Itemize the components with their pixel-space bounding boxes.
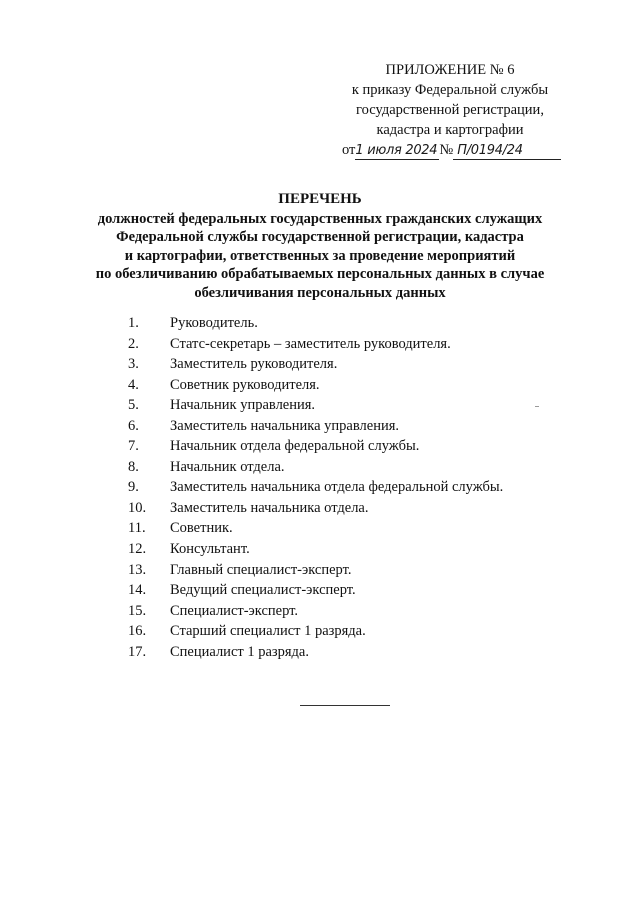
list-item-number: 17.: [128, 643, 147, 660]
appendix-line-2: государственной регистрации,: [356, 102, 544, 118]
list-item-number: 13.: [128, 561, 147, 578]
list-item: [128, 375, 568, 396]
list-item-text: Руководитель.: [170, 315, 258, 331]
list-item-number: 7.: [128, 438, 139, 455]
document-heading: [80, 190, 560, 302]
appendix-line-3: кадастра и картографии: [376, 122, 524, 138]
list-item: [128, 354, 568, 375]
list-item-text: Заместитель начальника управления.: [170, 417, 400, 434]
list-item-number: 9.: [128, 479, 139, 496]
list-item: [128, 477, 568, 498]
appendix-line-1: к приказу Федеральной службы: [351, 82, 549, 98]
list-item-text: Заместитель руководителя.: [170, 356, 338, 373]
heading-line: Федеральной службы государственной регистрации, кадастра: [116, 229, 524, 245]
appendix-block: [330, 60, 570, 160]
list-item-number: 4.: [128, 376, 139, 393]
list-item-text: Старший специалист 1 разряда.: [170, 623, 366, 640]
list-item-text: Статс-секретарь – заместитель руководителя.: [170, 335, 451, 352]
end-separator-line: [300, 705, 390, 706]
heading-line: и картографии, ответственных за проведение мероприятий: [124, 247, 516, 264]
order-date-handwritten: 1 июля 2024: [355, 143, 439, 160]
list-item-text: Главный специалист-эксперт.: [170, 561, 352, 578]
list-item-text: Начальник управления.: [170, 397, 316, 414]
list-item-text: Советник.: [170, 520, 233, 537]
list-item: [128, 621, 568, 642]
scan-speck: [535, 406, 539, 407]
list-item: [128, 560, 568, 581]
list-item-text: Специалист-эксперт.: [170, 602, 299, 619]
heading-line: обезличивания персональных данных: [194, 284, 446, 301]
list-item: [128, 601, 568, 622]
list-item-text: Специалист 1 разряда.: [170, 643, 309, 660]
list-item: [128, 436, 568, 457]
list-item-text: Начальник отдела.: [170, 458, 285, 475]
positions-list: [128, 313, 568, 662]
list-item: [128, 580, 568, 601]
list-item-text: Начальник отдела федеральной службы.: [170, 438, 420, 455]
list-item: [128, 539, 568, 560]
appendix-title: ПРИЛОЖЕНИЕ № 6: [385, 62, 515, 78]
list-item: [128, 416, 568, 437]
heading-line: по обезличиванию обрабатываемых персональных данных в случае: [95, 266, 545, 282]
order-from-label: от: [342, 142, 356, 158]
order-number-handwritten: П/0194/24: [453, 143, 561, 160]
list-item-text: Заместитель начальника отдела федеральной службы.: [170, 479, 504, 496]
list-item: [128, 498, 568, 519]
list-item: [128, 334, 568, 355]
list-item-number: 10.: [128, 499, 147, 516]
heading-line: должностей федеральных государственных гражданских служащих: [97, 210, 543, 227]
list-item-number: 6.: [128, 417, 139, 434]
list-item-text: Консультант.: [170, 541, 250, 558]
list-item: [128, 642, 568, 663]
list-item: [128, 518, 568, 539]
list-item-number: 1.: [128, 315, 139, 331]
list-item-number: 14.: [128, 582, 147, 599]
list-item-number: 15.: [128, 602, 147, 619]
list-item-number: 12.: [128, 541, 147, 558]
heading-title: ПЕРЕЧЕНЬ: [278, 191, 362, 207]
list-item-number: 3.: [128, 356, 139, 373]
list-item: [128, 313, 568, 334]
list-item-number: 16.: [128, 623, 147, 640]
list-item-number: 11.: [128, 520, 146, 537]
list-item-text: Ведущий специалист-эксперт.: [170, 582, 356, 599]
order-reference-line: [330, 140, 570, 160]
list-item-number: 2.: [128, 335, 139, 352]
order-number-label: №: [439, 142, 454, 158]
list-item-text: Заместитель начальника отдела.: [170, 499, 369, 516]
list-item-number: 8.: [128, 458, 139, 475]
list-item-number: 5.: [128, 397, 139, 414]
list-item-text: Советник руководителя.: [170, 376, 320, 393]
list-item: [128, 457, 568, 478]
list-item: [128, 395, 568, 416]
